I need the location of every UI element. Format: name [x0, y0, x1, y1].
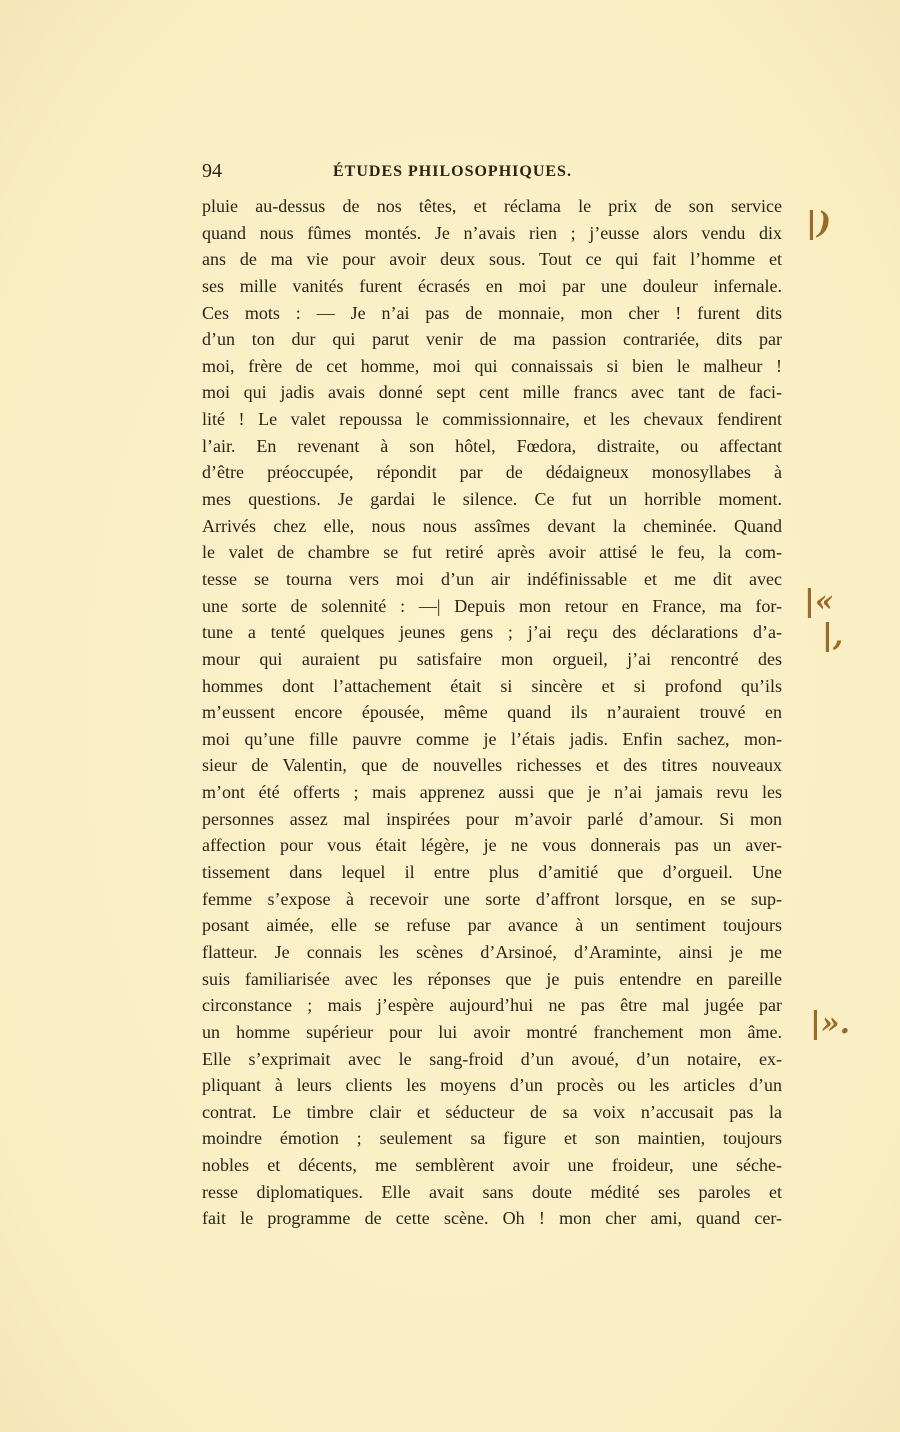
body-text: [202, 193, 782, 1232]
text-line: mes questions. Je gardai le silence. Ce fut un horrible moment.: [202, 489, 782, 510]
text-line: ans de ma vie pour avoir deux sous. Tout ce qui fait l’homme et: [202, 249, 782, 270]
text-line: mour qui auraient pu satisfaire mon orgueil, j’ai rencontré des: [202, 648, 782, 669]
text-line: m’eussent encore épousée, même quand ils n’auraient trouvé en: [202, 702, 782, 723]
text-line: contrat. Le timbre clair et séducteur de sa voix n’accusait pas la: [202, 1101, 782, 1122]
text-line: Elle s’exprimait avec le sang-froid d’un avoué, d’un notaire, ex-: [202, 1048, 782, 1069]
margin-mark: |): [806, 206, 832, 241]
margin-mark: |».: [810, 1006, 851, 1041]
text-line: le valet de chambre se fut retiré après avoir attisé le feu, la com-: [202, 542, 782, 563]
text-line: moi qu’une fille pauvre comme je l’étais jadis. Enfin sachez, mon-: [202, 728, 782, 749]
margin-mark: |,: [822, 618, 844, 653]
text-line: affection pour vous était légère, je ne vous donnerais pas un aver-: [202, 835, 782, 856]
text-line: circonstance ; mais j’espère aujourd’hui ne pas être mal jugée par: [202, 995, 782, 1016]
text-line: tesse se tourna vers moi d’un air indéfinissable et me dit avec: [202, 568, 782, 589]
text-line: nobles et décents, me semblèrent avoir une froideur, une séche-: [202, 1155, 782, 1176]
running-title: ÉTUDES PHILOSOPHIQUES.: [333, 163, 572, 180]
text-line: sieur de Valentin, que de nouvelles richesses et des titres nouveaux: [202, 755, 782, 776]
text-line: ses mille vanités furent écrasés en moi par une douleur infernale.: [202, 275, 782, 296]
text-line: posant aimée, elle se refuse par avance à un sentiment toujours: [202, 915, 782, 936]
page-header: [202, 160, 782, 188]
text-line: tune a tenté quelques jeunes gens ; j’ai reçu des déclarations d’a-: [202, 622, 782, 643]
text-line: d’être préoccupée, répondit par de dédaigneux monosyllabes à: [202, 462, 782, 483]
text-line: m’ont été offerts ; mais apprenez aussi que je n’ai jamais revu les: [202, 782, 782, 803]
text-line: fait le programme de cette scène. Oh ! mon cher ami, quand cer-: [202, 1208, 782, 1229]
text-line: hommes dont l’attachement était si sincère et si profond qu’ils: [202, 675, 782, 696]
text-line: lité ! Le valet repoussa le commissionnaire, et les chevaux fendirent: [202, 409, 782, 430]
text-line: moi, frère de cet homme, moi qui connaissais si bien le malheur !: [202, 355, 782, 376]
margin-mark: |«: [804, 584, 834, 619]
text-line: pliquant à leurs clients les moyens d’un procès ou les articles d’un: [202, 1075, 782, 1096]
text-line: moindre émotion ; seulement sa figure et son maintien, toujours: [202, 1128, 782, 1149]
text-line: tissement dans lequel il entre plus d’amitié que d’orgueil. Une: [202, 862, 782, 883]
text-line: quand nous fûmes montés. Je n’avais rien ; j’eusse alors vendu dix: [202, 222, 782, 243]
text-line: flatteur. Je connais les scènes d’Arsinoé, d’Araminte, ainsi je me: [202, 941, 782, 962]
text-line: une sorte de solennité : —| Depuis mon retour en France, ma for-: [202, 595, 782, 616]
text-line: Arrivés chez elle, nous nous assîmes devant la cheminée. Quand: [202, 515, 782, 536]
text-line: femme s’expose à recevoir une sorte d’affront lorsque, en se sup-: [202, 888, 782, 909]
text-line: Ces mots : — Je n’ai pas de monnaie, mon cher ! furent dits: [202, 302, 782, 323]
text-line: resse diplomatiques. Elle avait sans doute médité ses paroles et: [202, 1181, 782, 1202]
text-line: l’air. En revenant à son hôtel, Fœdora, distraite, ou affectant: [202, 435, 782, 456]
text-line: moi qui jadis avais donné sept cent mille francs avec tant de faci-: [202, 382, 782, 403]
text-line: un homme supérieur pour lui avoir montré franchement mon âme.: [202, 1021, 782, 1042]
text-line: d’un ton dur qui parut venir de ma passion contrariée, dits par: [202, 329, 782, 350]
page-number: 94: [202, 160, 222, 182]
text-line: suis familiarisée avec les réponses que je puis entendre en pareille: [202, 968, 782, 989]
text-line: personnes assez mal inspirées pour m’avoir parlé d’amour. Si mon: [202, 808, 782, 829]
text-line: pluie au-dessus de nos têtes, et réclama le prix de son service: [202, 196, 782, 216]
